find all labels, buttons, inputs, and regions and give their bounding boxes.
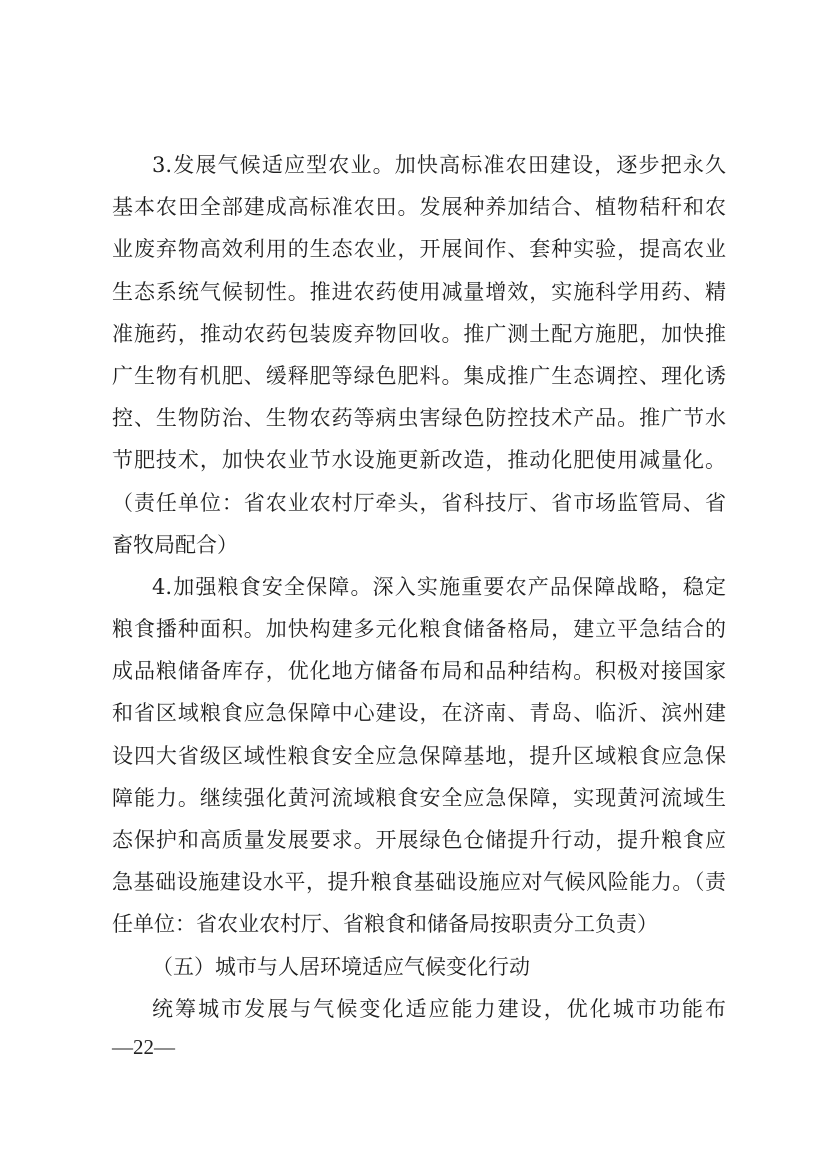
text-line: 节肥技术，加快农业节水设施更新改造，推动化肥使用减量化。	[112, 448, 726, 473]
text-line: 基本农田全部建成高标准农田。发展种养加结合、植物秸秆和农	[112, 195, 726, 220]
text-line: 控、生物防治、生物农药等病虫害绿色防控技术产品。推广节水	[112, 406, 726, 431]
text-line: 和省区域粮食应急保障中心建设，在济南、青岛、临沂、滨州建	[112, 701, 726, 726]
section-heading: （五）城市与人居环境适应气候变化行动	[152, 954, 530, 979]
text-line: 生态系统气候韧性。推进农药使用减量增效，实施科学用药、精	[112, 279, 726, 304]
responsibility-note-line: 畜牧局配合）	[112, 532, 238, 557]
responsibility-note-line: 任单位：省农业农村厅、省粮食和储备局按职责分工负责）	[112, 912, 658, 937]
text-line: 设四大省级区域性粮食安全应急保障基地，提升区域粮食应急保	[112, 743, 726, 768]
page-number: —22—	[112, 1035, 175, 1059]
text-line: 障能力。继续强化黄河流域粮食安全应急保障，实现黄河流域生	[112, 785, 726, 810]
text-line: 准施药，推动农药包装废弃物回收。推广测土配方施肥，加快推	[112, 321, 726, 346]
text-line: 业废弃物高效利用的生态农业，开展间作、套种实验，提高农业	[112, 237, 726, 262]
paragraph-title-line: 3.发展气候适应型农业。加快高标准农田建设，逐步把永久	[152, 153, 726, 177]
paragraph-item-4	[112, 566, 726, 946]
text-line: 广生物有机肥、缓释肥等绿色肥料。集成推广生态调控、理化诱	[112, 363, 726, 388]
text-line: 粮食播种面积。加快构建多元化粮食储备格局，建立平急结合的	[112, 617, 726, 642]
paragraph-title-line: 4.加强粮食安全保障。深入实施重要农产品保障战略，稳定	[152, 574, 726, 599]
responsibility-note-line: （责任单位：省农业农村厅牵头，省科技厅、省市场监管局、省	[112, 490, 726, 515]
document-body	[112, 144, 726, 1030]
section-5	[112, 946, 726, 1030]
text-line: 成品粮储备库存，优化地方储备布局和品种结构。积极对接国家	[112, 659, 726, 684]
text-line: 统筹城市发展与气候变化适应能力建设，优化城市功能布	[152, 996, 726, 1021]
text-line: 态保护和高质量发展要求。开展绿色仓储提升行动，提升粮食应	[112, 828, 726, 852]
text-line: 急基础设施建设水平，提升粮食基础设施应对气候风险能力。（责	[112, 870, 726, 895]
paragraph-item-3	[112, 144, 726, 566]
